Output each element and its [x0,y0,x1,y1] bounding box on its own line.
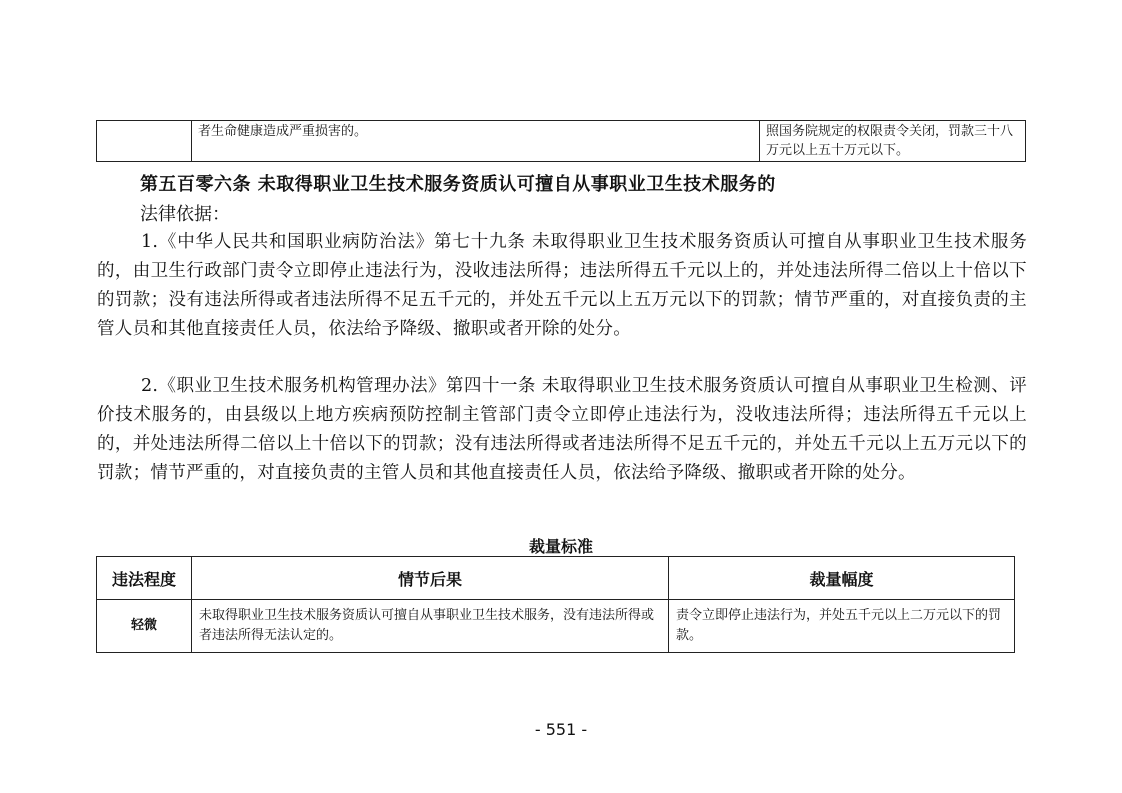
standard-table-title: 裁量标准 [528,537,593,556]
previous-article-table [96,120,1026,162]
legal-basis-label: 法律依据： [140,204,230,225]
table-row [97,121,1026,162]
table-cell-circumstance: 者生命健康造成严重损害的。 [192,121,760,162]
row-circumstance: 未取得职业卫生技术服务资质认可擅自从事职业卫生技术服务，没有违法所得或者违法所得无法认定的。 [192,600,669,653]
discretion-standard-table [96,556,1015,653]
table-cell-level [97,121,192,162]
legal-basis-paragraph-2: 2.《职业卫生技术服务机构管理办法》第四十一条 未取得职业卫生技术服务资质认可擅自从事职业卫生检测、评价技术服务的，由县级以上地方疾病预防控制主管部门责令立即停止违法行为，没收违法所得；违法所得五千元以上的，并处违法所得二倍以上十倍以下的罚款；没有违法所得或者违法所得不足五千元的，并处五千元以上五万元以下的罚款；情节严重的，对直接负责的主管人员和其他直接责任人员，依法给予降级、撤职或者开除的处分。 [97,376,1027,483]
legal-basis-paragraph-1: 1.《中华人民共和国职业病防治法》第七十九条 未取得职业卫生技术服务资质认可擅自从事职业卫生技术服务的，由卫生行政部门责令立即停止违法行为，没收违法所得；违法所得五千元以上的，并处违法所得二倍以上十倍以下的罚款；没有违法所得或者违法所得不足五千元的，并处五千元以上五万元以下的罚款；情节严重的，对直接负责的主管人员和其他直接责任人员，依法给予降级、撤职或者开除的处分。 [97,232,1027,339]
page-number: - 551 - [534,720,588,739]
article-title: 第五百零六条 未取得职业卫生技术服务资质认可擅自从事职业卫生技术服务的 [140,174,776,195]
table-header-row [97,557,1015,600]
header-circumstance: 情节后果 [192,557,669,600]
header-penalty: 裁量幅度 [669,557,1015,600]
header-level: 违法程度 [97,557,192,600]
row-level: 轻微 [97,600,192,653]
table-cell-penalty: 照国务院规定的权限责令关闭，罚款三十八万元以上五十万元以下。 [760,121,1026,162]
row-penalty: 责令立即停止违法行为，并处五千元以上二万元以下的罚款。 [669,600,1015,653]
table-row [97,600,1015,653]
